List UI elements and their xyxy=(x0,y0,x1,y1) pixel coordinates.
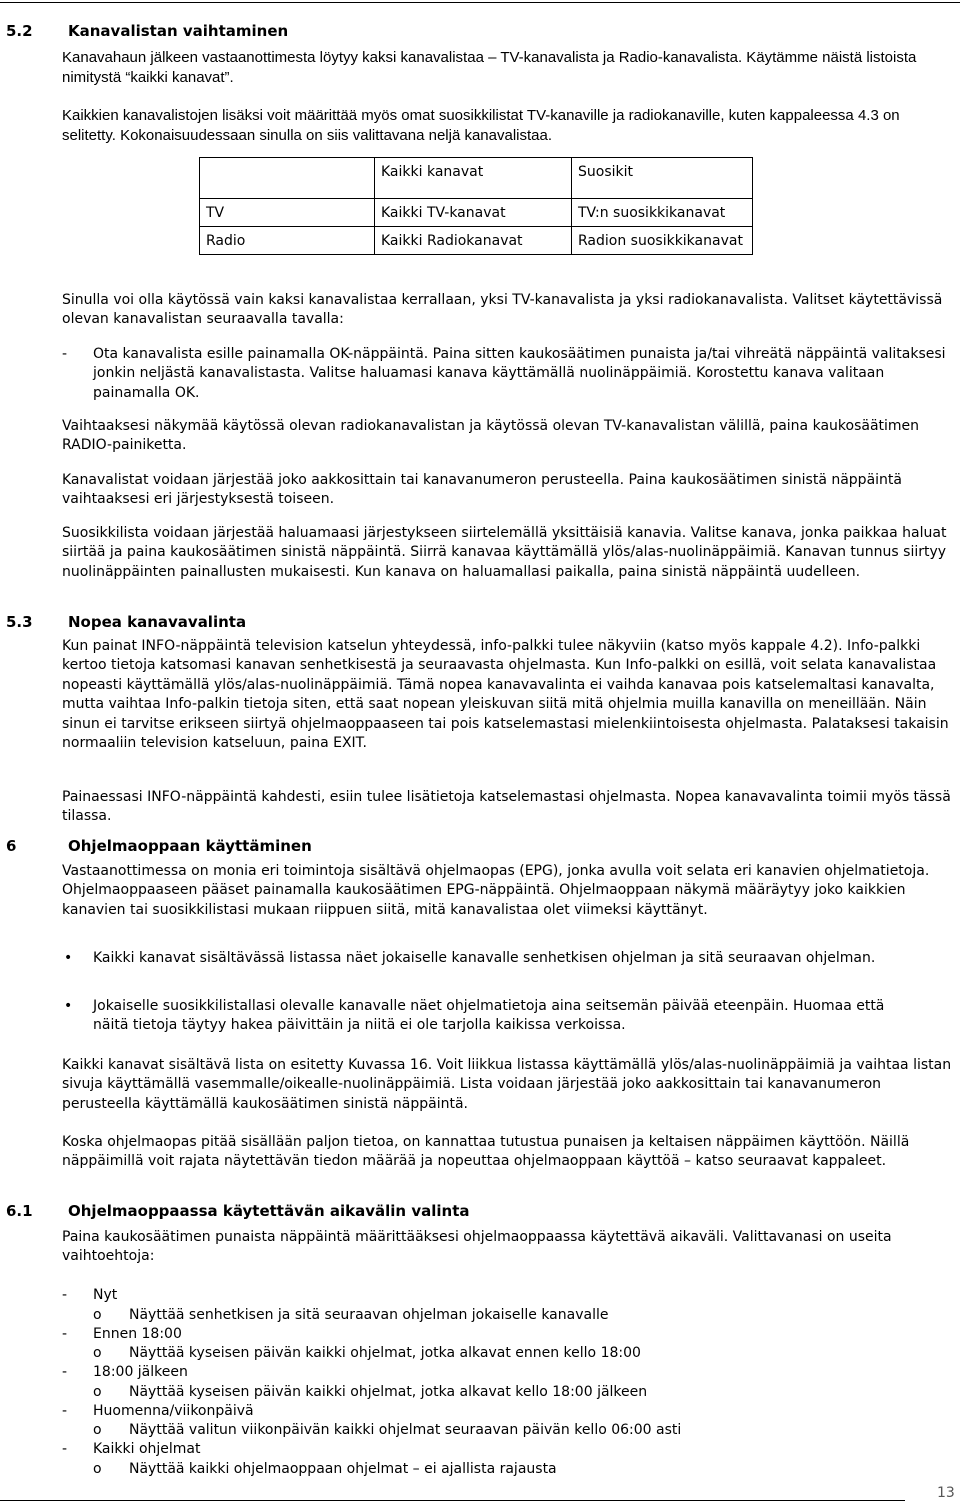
bottom-rule xyxy=(0,1500,905,1501)
paragraph: Kun painat INFO-näppäintä television katselun yhteydessä, info-palkki tulee näkyviin (katso myös kappale 4.2). Info-palkki kertoo tietoja katsomasi kanavan senhetkisestä ja seuraavasta ohjelmasta. Kun Info-palkki on esillä, voit selata kanavalistaa nopeasti käyttämällä ylös/alas-nuolinäppäimiä. Tämä nopea kanavavalinta ei vaihda kanavaa pois katselemaltasi kanavalta, mutta vaihtaa Info-palkin tietoja siten, että saat nopean yleiskuvan siitä mitä ohjelmia muilla kanavilla on meneillään. Näin sinun ei tarvitse erikseen siirtyä ohjelmaoppaaseen tai pois katselemastasi mielenkiintoisesta ohjelmasta. Palataksesi takaisin normaaliin television katseluun, paina EXIT. xyxy=(62,638,949,752)
top-rule xyxy=(0,2,960,3)
section-number: 5.2 xyxy=(6,22,33,40)
list-item-text: Huomenna/viikonpäivä xyxy=(93,1403,254,1419)
table-cell: TV xyxy=(200,199,375,227)
list-item-text: Näyttää kaikki ohjelmaoppaan ohjelmat – ei ajallista rajausta xyxy=(129,1461,557,1477)
table-header-row xyxy=(200,158,753,199)
list-item-text: Kaikki ohjelmat xyxy=(93,1441,201,1457)
circle-marker: o xyxy=(93,1422,102,1438)
dash-marker: - xyxy=(62,346,68,362)
page-number: 13 xyxy=(937,1485,955,1501)
list-item-text: Ennen 18:00 xyxy=(93,1326,182,1342)
paragraph: Paina kaukosäätimen punaista näppäintä määrittääksesi ohjelmaoppaassa käytettävä aikaväli. Valittavanasi on useita vaihtoehtoja: xyxy=(62,1229,892,1265)
table-cell: Kaikki kanavat xyxy=(375,158,572,199)
table-cell: Suosikit xyxy=(572,158,753,199)
list-item-text: Näyttää senhetkisen ja sitä seuraavan ohjelman jokaiselle kanavalle xyxy=(129,1307,609,1323)
section-title: Ohjelmaoppaassa käytettävän aikavälin valinta xyxy=(68,1202,470,1220)
section-number: 6 xyxy=(6,837,17,855)
section-title: Nopea kanavavalinta xyxy=(68,613,247,631)
table-cell: Kaikki TV-kanavat xyxy=(375,199,572,227)
dash-marker: - xyxy=(62,1441,68,1457)
list-item-text: Jokaiselle suosikkilistallasi olevalle kanavalle näet ohjelmatietoja aina seitsemän päivää eteenpäin. Huomaa että näitä tietoja täytyy hakea päivittäin ja niitä ei ole tarjolla kaikissa verkoissa. xyxy=(93,998,885,1034)
paragraph: Vaihtaaksesi näkymää käytössä olevan radiokanavalistan ja käytössä olevan TV-kanavalistan välillä, paina kaukosäätimen RADIO-painiketta. xyxy=(62,418,920,454)
paragraph: Kaikkien kanavalistojen lisäksi voit määrittää myös omat suosikkilistat TV-kanaville ja radiokanaville, kuten kappaleessa 4.3 on selitetty. Kokonaisuudessaan sinulla on siis valittavana neljä kanavalistaa. xyxy=(62,107,900,144)
section-number: 6.1 xyxy=(6,1202,33,1220)
section-title: Kanavalistan vaihtaminen xyxy=(68,22,289,40)
paragraph: Kanavalistat voidaan järjestää joko aakkosittain tai kanavanumeron perusteella. Paina kaukosäätimen sinistä näppäintä vaihtaaksesi eri järjestyksestä toiseen. xyxy=(62,472,902,508)
table-cell: Radio xyxy=(200,227,375,255)
paragraph: Vastaanottimessa on monia eri toimintoja sisältävä ohjelmaopas (EPG), jonka avulla voit selata eri kanavien ohjelmatietoja. Ohjelmaoppaaseen pääset painamalla kaukosäätimen EPG-näppäintä. Ohjelmaoppaan näkymä määräytyy joko kaikkien kanavien tai suosikkilistasi mukaan riippuen siitä, mitä kanavalistaa olet viimeksi käyttänyt. xyxy=(62,863,930,918)
paragraph: Painaessasi INFO-näppäintä kahdesti, esiin tulee lisätietoja katselemastasi ohjelmasta. Nopea kanavavalinta toimii myös tässä tilassa. xyxy=(62,789,951,825)
paragraph: Kanavahaun jälkeen vastaanottimesta löytyy kaksi kanavalistaa – TV-kanavalista ja Radio-kanavalista. Käytämme näistä listoista nimitystä “kaikki kanavat”. xyxy=(62,49,917,86)
table-row xyxy=(200,227,753,255)
list-item-text: Nyt xyxy=(93,1287,118,1303)
dash-marker: - xyxy=(62,1326,68,1342)
circle-marker: o xyxy=(93,1461,102,1477)
list-item-text: Kaikki kanavat sisältävässä listassa näet jokaiselle kanavalle senhetkisen ohjelman ja sitä seuraavan ohjelman. xyxy=(93,950,876,966)
table-cell: Radion suosikkikanavat xyxy=(572,227,753,255)
channel-list-table xyxy=(199,157,753,255)
list-item-text: Näyttää kyseisen päivän kaikki ohjelmat, jotka alkavat kello 18:00 jälkeen xyxy=(129,1384,648,1400)
table-cell xyxy=(200,158,375,199)
paragraph: Koska ohjelmaopas pitää sisällään paljon tietoa, on kannattaa tutustua punaisen ja keltaisen näppäimen käyttöön. Näillä näppäimillä voit rajata näytettävän tiedon määrää ja nopeuttaa ohjelmaoppaan käyttöä – katso seuraavat kappaleet. xyxy=(62,1134,910,1170)
dash-marker: - xyxy=(62,1287,68,1303)
paragraph: Suosikkilista voidaan järjestää haluamaasi järjestykseen siirtelemällä yksittäisiä kanavia. Valitse kanava, jonka paikkaa haluat siirtää ja paina kaukosäätimen sinistä näppäintä. Siirrä kanavaa käyttämällä ylös/alas-nuolinäppäimiä. Kanavan tunnus siirtyy nuolinäppäinten painallusten mukaisesti. Kun kanava on haluamallasi paikalla, paina sinistä näppäintä uudelleen. xyxy=(62,525,947,580)
list-item-text: Näyttää kyseisen päivän kaikki ohjelmat, jotka alkavat ennen kello 18:00 xyxy=(129,1345,641,1361)
circle-marker: o xyxy=(93,1307,102,1323)
dash-marker: - xyxy=(62,1403,68,1419)
dash-marker: - xyxy=(62,1364,68,1380)
list-item-text: Näyttää valitun viikonpäivän kaikki ohjelmat seuraavan päivän kello 06:00 asti xyxy=(129,1422,682,1438)
table-cell: TV:n suosikkikanavat xyxy=(572,199,753,227)
circle-marker: o xyxy=(93,1384,102,1400)
table-row xyxy=(200,199,753,227)
paragraph: Kaikki kanavat sisältävä lista on esitetty Kuvassa 16. Voit liikkua listassa käyttämällä ylös/alas-nuolinäppäimiä ja vaihtaa listan sivuja käyttämällä vasemmalle/oikealle-nuolinäppäimiä. Lista voidaan järjestää joko aakkosittain tai kanavanumeron perusteella käyttämällä kaukosäätimen sinistä näppäintä. xyxy=(62,1057,952,1112)
bullet-marker: • xyxy=(64,950,73,966)
section-number: 5.3 xyxy=(6,613,33,631)
table-cell: Kaikki Radiokanavat xyxy=(375,227,572,255)
bullet-marker: • xyxy=(64,998,73,1014)
section-title: Ohjelmaoppaan käyttäminen xyxy=(68,837,312,855)
paragraph: Sinulla voi olla käytössä vain kaksi kanavalistaa kerrallaan, yksi TV-kanavalista ja yksi radiokanavalista. Valitset käytettävissä olevan kanavalistan seuraavalla tavalla: xyxy=(62,292,943,328)
circle-marker: o xyxy=(93,1345,102,1361)
list-item-text: 18:00 jälkeen xyxy=(93,1364,188,1380)
list-item-text: Ota kanavalista esille painamalla OK-näppäintä. Paina sitten kaukosäätimen punaista ja/tai vihreätä näppäintä valitaksesi jonkin neljästä kanavalistasta. Valitse haluamasi kanava käyttämällä nuolinäppäimiä. Korostettu kanava valitaan painamalla OK. xyxy=(93,346,946,401)
